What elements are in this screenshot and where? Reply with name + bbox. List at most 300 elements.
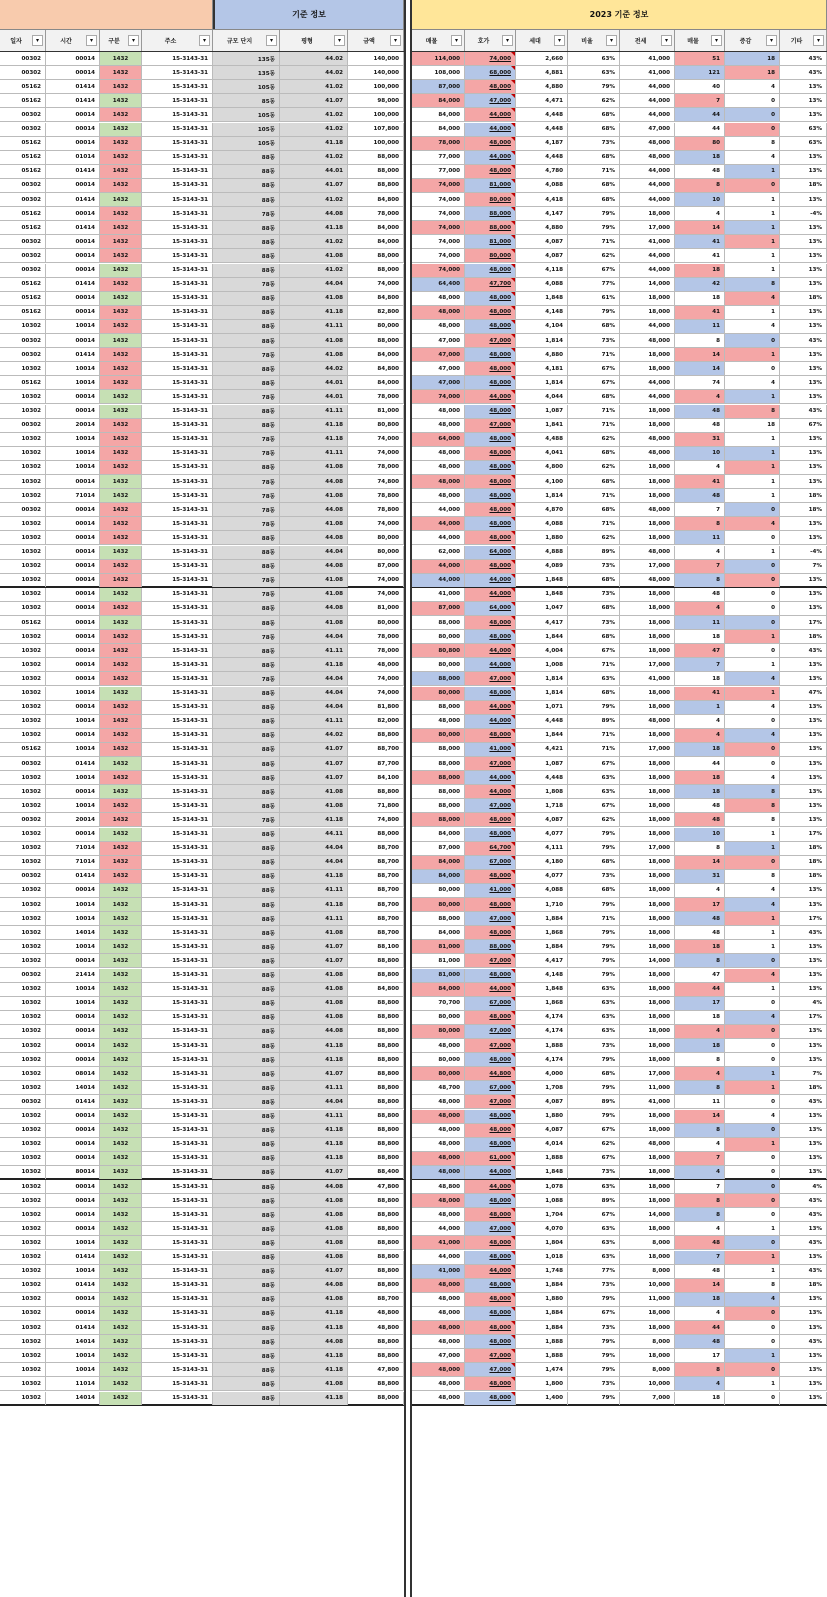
cell-i[interactable]: 48,000	[465, 813, 516, 826]
cell-a[interactable]: 10302	[0, 1236, 46, 1249]
cell-h[interactable]: 88,000	[412, 616, 465, 629]
cell-k[interactable]: 68%	[568, 179, 620, 192]
cell-o[interactable]: 18%	[780, 489, 827, 502]
cell-i[interactable]: 48,000	[465, 1307, 516, 1320]
cell-i[interactable]: 48,000	[465, 1138, 516, 1151]
cell-b[interactable]: 00014	[46, 405, 100, 418]
cell-a[interactable]: 05162	[0, 137, 46, 150]
cell-a[interactable]: 00302	[0, 419, 46, 432]
cell-a[interactable]: 05162	[0, 165, 46, 178]
cell-n[interactable]: 4	[725, 884, 780, 897]
cell-h[interactable]: 74,000	[412, 193, 465, 206]
cell-d[interactable]: 15-3143-31	[142, 1279, 213, 1292]
cell-h[interactable]: 48,000	[412, 1377, 465, 1390]
cell-l[interactable]: 18,000	[620, 588, 675, 601]
filter-dropdown-icon[interactable]: ▾	[334, 35, 345, 46]
cell-n[interactable]: 0	[725, 644, 780, 657]
cell-b[interactable]: 01414	[46, 94, 100, 107]
cell-a[interactable]: 10302	[0, 1335, 46, 1348]
cell-g[interactable]: 88,000	[348, 334, 404, 347]
cell-f[interactable]: 41.11	[280, 912, 348, 925]
cell-k[interactable]: 63%	[568, 1011, 620, 1024]
cell-m[interactable]: 121	[675, 66, 725, 79]
cell-k[interactable]: 68%	[568, 856, 620, 869]
cell-g[interactable]: 84,800	[348, 193, 404, 206]
cell-a[interactable]: 10302	[0, 1222, 46, 1235]
cell-a[interactable]: 10302	[0, 1293, 46, 1306]
cell-j[interactable]: 4,174	[516, 1011, 568, 1024]
cell-l[interactable]: 17,000	[620, 1067, 675, 1080]
cell-e[interactable]: 78동	[213, 475, 280, 488]
cell-c[interactable]: 1432	[100, 1363, 142, 1376]
cell-e[interactable]: 88동	[213, 602, 280, 615]
cell-o[interactable]: 13%	[780, 320, 827, 333]
cell-k[interactable]: 68%	[568, 390, 620, 403]
cell-a[interactable]: 10302	[0, 644, 46, 657]
cell-l[interactable]: 18,000	[620, 729, 675, 742]
cell-a[interactable]: 05162	[0, 306, 46, 319]
cell-b[interactable]: 00014	[46, 1025, 100, 1038]
cell-g[interactable]: 88,800	[348, 179, 404, 192]
cell-l[interactable]: 48,000	[620, 137, 675, 150]
cell-l[interactable]: 18,000	[620, 1180, 675, 1193]
cell-e[interactable]: 78동	[213, 489, 280, 502]
cell-j[interactable]: 4,087	[516, 1095, 568, 1108]
cell-m[interactable]: 4	[675, 1166, 725, 1179]
cell-i[interactable]: 48,000	[465, 616, 516, 629]
cell-g[interactable]: 88,800	[348, 1053, 404, 1066]
cell-e[interactable]: 88동	[213, 334, 280, 347]
cell-h[interactable]: 88,000	[412, 701, 465, 714]
cell-j[interactable]: 4,880	[516, 80, 568, 93]
cell-n[interactable]: 1	[725, 235, 780, 248]
cell-a[interactable]: 10302	[0, 926, 46, 939]
cell-b[interactable]: 01414	[46, 80, 100, 93]
cell-a[interactable]: 10302	[0, 1307, 46, 1320]
cell-k[interactable]: 68%	[568, 1067, 620, 1080]
cell-d[interactable]: 15-3143-31	[142, 771, 213, 784]
cell-k[interactable]: 79%	[568, 954, 620, 967]
cell-a[interactable]: 10302	[0, 546, 46, 559]
cell-d[interactable]: 15-3143-31	[142, 1053, 213, 1066]
cell-b[interactable]: 00014	[46, 785, 100, 798]
cell-f[interactable]: 44.04	[280, 546, 348, 559]
cell-j[interactable]: 4,471	[516, 94, 568, 107]
cell-c[interactable]: 1432	[100, 123, 142, 136]
cell-a[interactable]: 10302	[0, 856, 46, 869]
cell-k[interactable]: 67%	[568, 362, 620, 375]
cell-d[interactable]: 15-3143-31	[142, 390, 213, 403]
cell-k[interactable]: 68%	[568, 630, 620, 643]
cell-e[interactable]: 88동	[213, 926, 280, 939]
cell-a[interactable]: 00302	[0, 503, 46, 516]
cell-d[interactable]: 15-3143-31	[142, 1138, 213, 1151]
cell-i[interactable]: 48,000	[465, 475, 516, 488]
cell-n[interactable]: 1	[725, 630, 780, 643]
cell-f[interactable]: 44.02	[280, 362, 348, 375]
cell-n[interactable]: 0	[725, 94, 780, 107]
cell-h[interactable]: 48,000	[412, 1039, 465, 1052]
cell-n[interactable]: 0	[725, 1124, 780, 1137]
cell-g[interactable]: 48,000	[348, 658, 404, 671]
cell-k[interactable]: 68%	[568, 574, 620, 587]
cell-o[interactable]: -4%	[780, 207, 827, 220]
cell-b[interactable]: 00014	[46, 1152, 100, 1165]
cell-i[interactable]: 48,000	[465, 320, 516, 333]
cell-l[interactable]: 18,000	[620, 1349, 675, 1362]
cell-o[interactable]: 4%	[780, 1180, 827, 1193]
cell-j[interactable]: 1,814	[516, 334, 568, 347]
cell-m[interactable]: 18	[675, 292, 725, 305]
cell-b[interactable]: 00014	[46, 52, 100, 65]
cell-o[interactable]: 18%	[780, 856, 827, 869]
cell-a[interactable]: 10302	[0, 1392, 46, 1405]
cell-d[interactable]: 15-3143-31	[142, 1011, 213, 1024]
cell-b[interactable]: 00014	[46, 503, 100, 516]
cell-m[interactable]: 44	[675, 983, 725, 996]
cell-l[interactable]: 44,000	[620, 80, 675, 93]
cell-o[interactable]: 13%	[780, 1124, 827, 1137]
cell-b[interactable]: 10014	[46, 898, 100, 911]
cell-h[interactable]: 80,000	[412, 658, 465, 671]
cell-e[interactable]: 88동	[213, 1025, 280, 1038]
cell-i[interactable]: 41,000	[465, 743, 516, 756]
cell-j[interactable]: 1,071	[516, 701, 568, 714]
cell-g[interactable]: 88,800	[348, 1335, 404, 1348]
cell-a[interactable]: 10302	[0, 517, 46, 530]
cell-c[interactable]: 1432	[100, 94, 142, 107]
cell-j[interactable]: 4,417	[516, 954, 568, 967]
cell-h[interactable]: 48,000	[412, 306, 465, 319]
cell-j[interactable]: 1,087	[516, 405, 568, 418]
cell-f[interactable]: 41.18	[280, 813, 348, 826]
cell-k[interactable]: 62%	[568, 94, 620, 107]
cell-n[interactable]: 0	[725, 588, 780, 601]
cell-l[interactable]: 18,000	[620, 1011, 675, 1024]
cell-a[interactable]: 00302	[0, 123, 46, 136]
cell-h[interactable]: 48,000	[412, 1279, 465, 1292]
cell-l[interactable]: 44,000	[620, 390, 675, 403]
cell-g[interactable]: 78,000	[348, 630, 404, 643]
cell-k[interactable]: 79%	[568, 1392, 620, 1405]
cell-a[interactable]: 00302	[0, 757, 46, 770]
cell-n[interactable]: 1	[725, 940, 780, 953]
cell-a[interactable]: 10302	[0, 1067, 46, 1080]
cell-l[interactable]: 18,000	[620, 926, 675, 939]
cell-i[interactable]: 88,000	[465, 221, 516, 234]
cell-o[interactable]: 13%	[780, 588, 827, 601]
cell-d[interactable]: 15-3143-31	[142, 1081, 213, 1094]
cell-c[interactable]: 1432	[100, 292, 142, 305]
cell-l[interactable]: 44,000	[620, 108, 675, 121]
cell-f[interactable]: 44.08	[280, 207, 348, 220]
cell-d[interactable]: 15-3143-31	[142, 1335, 213, 1348]
cell-e[interactable]: 88동	[213, 560, 280, 573]
cell-k[interactable]: 67%	[568, 799, 620, 812]
cell-d[interactable]: 15-3143-31	[142, 334, 213, 347]
cell-h[interactable]: 88,000	[412, 743, 465, 756]
cell-c[interactable]: 1432	[100, 419, 142, 432]
cell-e[interactable]: 88동	[213, 376, 280, 389]
cell-m[interactable]: 11	[675, 616, 725, 629]
cell-g[interactable]: 74,000	[348, 517, 404, 530]
cell-f[interactable]: 41.11	[280, 1081, 348, 1094]
cell-a[interactable]: 10302	[0, 1166, 46, 1179]
cell-c[interactable]: 1432	[100, 362, 142, 375]
cell-f[interactable]: 41.08	[280, 1377, 348, 1390]
cell-i[interactable]: 48,000	[465, 461, 516, 474]
cell-e[interactable]: 88동	[213, 940, 280, 953]
cell-h[interactable]: 48,000	[412, 1208, 465, 1221]
cell-h[interactable]: 48,000	[412, 489, 465, 502]
cell-n[interactable]: 0	[725, 1039, 780, 1052]
cell-i[interactable]: 44,000	[465, 1265, 516, 1278]
cell-f[interactable]: 41.11	[280, 1110, 348, 1123]
cell-b[interactable]: 00014	[46, 701, 100, 714]
cell-g[interactable]: 88,800	[348, 1349, 404, 1362]
cell-d[interactable]: 15-3143-31	[142, 1208, 213, 1221]
cell-i[interactable]: 47,000	[465, 672, 516, 685]
cell-m[interactable]: 48	[675, 926, 725, 939]
cell-o[interactable]: 17%	[780, 912, 827, 925]
cell-c[interactable]: 1432	[100, 969, 142, 982]
cell-b[interactable]: 00014	[46, 1307, 100, 1320]
cell-k[interactable]: 62%	[568, 433, 620, 446]
cell-m[interactable]: 8	[675, 334, 725, 347]
cell-h[interactable]: 44,000	[412, 1222, 465, 1235]
cell-e[interactable]: 88동	[213, 1293, 280, 1306]
cell-i[interactable]: 47,000	[465, 94, 516, 107]
cell-d[interactable]: 15-3143-31	[142, 969, 213, 982]
cell-k[interactable]: 79%	[568, 1081, 620, 1094]
cell-l[interactable]: 18,000	[620, 1194, 675, 1207]
cell-f[interactable]: 41.08	[280, 517, 348, 530]
cell-c[interactable]: 1432	[100, 842, 142, 855]
cell-h[interactable]: 48,000	[412, 1152, 465, 1165]
cell-m[interactable]: 8	[675, 1363, 725, 1376]
cell-b[interactable]: 00014	[46, 658, 100, 671]
cell-b[interactable]: 00014	[46, 1194, 100, 1207]
cell-m[interactable]: 1	[675, 701, 725, 714]
cell-d[interactable]: 15-3143-31	[142, 94, 213, 107]
cell-c[interactable]: 1432	[100, 1095, 142, 1108]
cell-m[interactable]: 18	[675, 940, 725, 953]
cell-e[interactable]: 78동	[213, 278, 280, 291]
cell-h[interactable]: 48,000	[412, 1124, 465, 1137]
cell-a[interactable]: 05162	[0, 151, 46, 164]
cell-c[interactable]: 1432	[100, 799, 142, 812]
cell-i[interactable]: 47,000	[465, 757, 516, 770]
cell-h[interactable]: 48,000	[412, 1321, 465, 1334]
cell-b[interactable]: 10014	[46, 362, 100, 375]
filter-dropdown-icon[interactable]: ▾	[813, 35, 824, 46]
cell-l[interactable]: 18,000	[620, 884, 675, 897]
cell-l[interactable]: 48,000	[620, 503, 675, 516]
cell-a[interactable]: 00302	[0, 179, 46, 192]
cell-f[interactable]: 41.18	[280, 1039, 348, 1052]
cell-h[interactable]: 88,000	[412, 912, 465, 925]
cell-m[interactable]: 51	[675, 52, 725, 65]
cell-g[interactable]: 88,800	[348, 1095, 404, 1108]
cell-b[interactable]: 00014	[46, 1110, 100, 1123]
cell-m[interactable]: 8	[675, 1053, 725, 1066]
cell-c[interactable]: 1432	[100, 602, 142, 615]
cell-c[interactable]: 1432	[100, 771, 142, 784]
cell-a[interactable]: 10302	[0, 630, 46, 643]
cell-d[interactable]: 15-3143-31	[142, 207, 213, 220]
cell-l[interactable]: 48,000	[620, 574, 675, 587]
cell-l[interactable]: 18,000	[620, 292, 675, 305]
cell-n[interactable]: 0	[725, 1307, 780, 1320]
cell-m[interactable]: 48	[675, 165, 725, 178]
cell-h[interactable]: 48,000	[412, 405, 465, 418]
cell-l[interactable]: 41,000	[620, 235, 675, 248]
cell-n[interactable]: 1	[725, 306, 780, 319]
cell-j[interactable]: 1,804	[516, 1236, 568, 1249]
cell-l[interactable]: 10,000	[620, 1279, 675, 1292]
cell-a[interactable]: 10302	[0, 560, 46, 573]
cell-m[interactable]: 4	[675, 1067, 725, 1080]
cell-o[interactable]: 13%	[780, 1363, 827, 1376]
cell-l[interactable]: 48,000	[620, 447, 675, 460]
cell-k[interactable]: 73%	[568, 1279, 620, 1292]
cell-a[interactable]: 10302	[0, 1011, 46, 1024]
cell-e[interactable]: 88동	[213, 983, 280, 996]
cell-c[interactable]: 1432	[100, 517, 142, 530]
cell-j[interactable]: 1,848	[516, 983, 568, 996]
cell-a[interactable]: 10302	[0, 1081, 46, 1094]
cell-k[interactable]: 63%	[568, 1251, 620, 1264]
cell-h[interactable]: 44,000	[412, 531, 465, 544]
cell-l[interactable]: 44,000	[620, 264, 675, 277]
cell-b[interactable]: 10014	[46, 715, 100, 728]
cell-j[interactable]: 4,448	[516, 108, 568, 121]
cell-a[interactable]: 10302	[0, 405, 46, 418]
cell-f[interactable]: 44.08	[280, 531, 348, 544]
cell-d[interactable]: 15-3143-31	[142, 405, 213, 418]
cell-h[interactable]: 48,000	[412, 1166, 465, 1179]
cell-g[interactable]: 88,800	[348, 1011, 404, 1024]
cell-h[interactable]: 48,000	[412, 320, 465, 333]
cell-f[interactable]: 41.07	[280, 94, 348, 107]
cell-i[interactable]: 48,000	[465, 1251, 516, 1264]
cell-i[interactable]: 48,000	[465, 292, 516, 305]
cell-o[interactable]: 43%	[780, 1095, 827, 1108]
cell-b[interactable]: 10014	[46, 1236, 100, 1249]
cell-h[interactable]: 48,000	[412, 1194, 465, 1207]
cell-d[interactable]: 15-3143-31	[142, 517, 213, 530]
cell-i[interactable]: 48,000	[465, 560, 516, 573]
cell-e[interactable]: 88동	[213, 306, 280, 319]
cell-a[interactable]: 10302	[0, 489, 46, 502]
cell-m[interactable]: 18	[675, 743, 725, 756]
cell-d[interactable]: 15-3143-31	[142, 108, 213, 121]
cell-i[interactable]: 48,000	[465, 1124, 516, 1137]
cell-f[interactable]: 41.08	[280, 1236, 348, 1249]
cell-b[interactable]: 14014	[46, 926, 100, 939]
cell-g[interactable]: 100,000	[348, 80, 404, 93]
cell-a[interactable]: 10302	[0, 574, 46, 587]
cell-j[interactable]: 1,844	[516, 729, 568, 742]
cell-f[interactable]: 41.18	[280, 1138, 348, 1151]
cell-a[interactable]: 10302	[0, 997, 46, 1010]
cell-g[interactable]: 88,800	[348, 954, 404, 967]
cell-m[interactable]: 7	[675, 1251, 725, 1264]
cell-i[interactable]: 44,000	[465, 785, 516, 798]
cell-i[interactable]: 48,000	[465, 1011, 516, 1024]
cell-b[interactable]: 00014	[46, 1053, 100, 1066]
cell-j[interactable]: 1,841	[516, 419, 568, 432]
cell-c[interactable]: 1432	[100, 1293, 142, 1306]
cell-h[interactable]: 48,000	[412, 1335, 465, 1348]
cell-e[interactable]: 88동	[213, 799, 280, 812]
cell-o[interactable]: 13%	[780, 983, 827, 996]
cell-n[interactable]: 0	[725, 362, 780, 375]
cell-l[interactable]: 17,000	[620, 658, 675, 671]
cell-e[interactable]: 88동	[213, 249, 280, 262]
cell-h[interactable]: 44,000	[412, 574, 465, 587]
cell-j[interactable]: 4,880	[516, 348, 568, 361]
cell-o[interactable]: 13%	[780, 306, 827, 319]
cell-n[interactable]: 4	[725, 701, 780, 714]
cell-n[interactable]: 4	[725, 672, 780, 685]
cell-e[interactable]: 88동	[213, 828, 280, 841]
cell-g[interactable]: 100,000	[348, 108, 404, 121]
cell-l[interactable]: 18,000	[620, 813, 675, 826]
cell-b[interactable]: 11014	[46, 1377, 100, 1390]
cell-e[interactable]: 88동	[213, 701, 280, 714]
cell-a[interactable]: 00302	[0, 264, 46, 277]
cell-o[interactable]: 18%	[780, 630, 827, 643]
cell-e[interactable]: 88동	[213, 151, 280, 164]
cell-i[interactable]: 48,000	[465, 1392, 516, 1405]
cell-g[interactable]: 88,700	[348, 842, 404, 855]
cell-h[interactable]: 80,000	[412, 898, 465, 911]
cell-f[interactable]: 41.11	[280, 447, 348, 460]
cell-i[interactable]: 47,000	[465, 1095, 516, 1108]
cell-a[interactable]: 10302	[0, 799, 46, 812]
cell-o[interactable]: 13%	[780, 94, 827, 107]
cell-g[interactable]: 88,800	[348, 785, 404, 798]
cell-f[interactable]: 41.18	[280, 433, 348, 446]
cell-i[interactable]: 44,000	[465, 983, 516, 996]
cell-k[interactable]: 71%	[568, 489, 620, 502]
cell-f[interactable]: 44.08	[280, 560, 348, 573]
cell-e[interactable]: 88동	[213, 644, 280, 657]
cell-o[interactable]: 13%	[780, 80, 827, 93]
cell-i[interactable]: 48,000	[465, 687, 516, 700]
cell-d[interactable]: 15-3143-31	[142, 813, 213, 826]
cell-l[interactable]: 14,000	[620, 954, 675, 967]
cell-h[interactable]: 88,000	[412, 771, 465, 784]
cell-n[interactable]: 1	[725, 926, 780, 939]
cell-j[interactable]: 1,718	[516, 799, 568, 812]
cell-c[interactable]: 1432	[100, 531, 142, 544]
cell-d[interactable]: 15-3143-31	[142, 602, 213, 615]
cell-m[interactable]: 8	[675, 517, 725, 530]
cell-j[interactable]: 2,660	[516, 52, 568, 65]
cell-j[interactable]: 1,844	[516, 630, 568, 643]
cell-f[interactable]: 44.04	[280, 687, 348, 700]
cell-i[interactable]: 48,000	[465, 898, 516, 911]
cell-k[interactable]: 79%	[568, 1335, 620, 1348]
cell-c[interactable]: 1432	[100, 193, 142, 206]
cell-m[interactable]: 47	[675, 644, 725, 657]
cell-b[interactable]: 00014	[46, 884, 100, 897]
filter-dropdown-icon[interactable]: ▾	[266, 35, 277, 46]
cell-a[interactable]: 10302	[0, 475, 46, 488]
cell-e[interactable]: 88동	[213, 264, 280, 277]
